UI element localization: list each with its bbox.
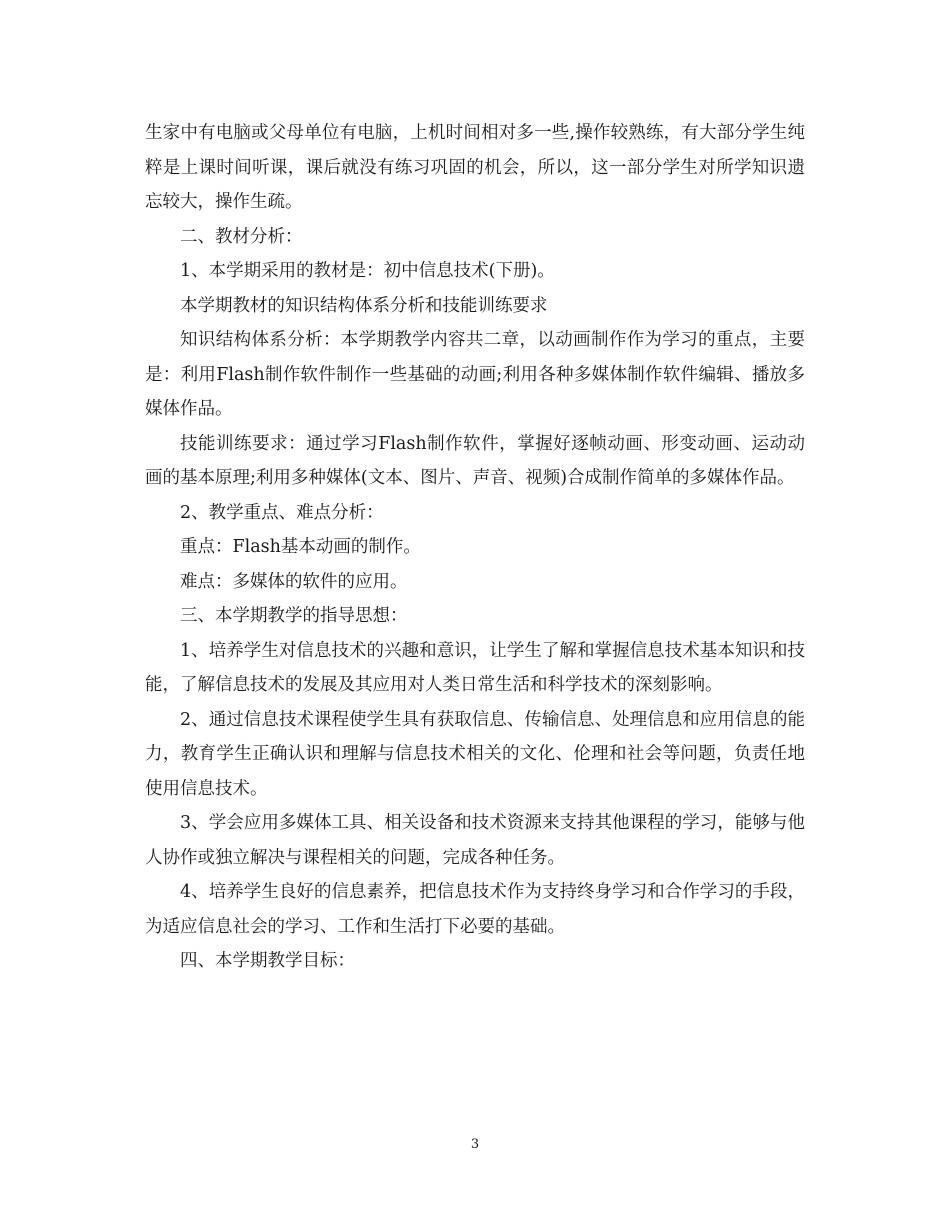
paragraph: 生家中有电脑或父母单位有电脑，上机时间相对多一些,操作较熟练，有大部分学生纯粹是上课时间听课，课后就没有练习巩固的机会，所以，这一部分学生对所学知识遗忘较大，操作生疏。 bbox=[145, 123, 805, 212]
paragraph: 1、培养学生对信息技术的兴趣和意识，让学生了解和掌握信息技术基本知识和技能，了解信息技术的发展及其应用对人类日常生活和科学技术的深刻影响。 bbox=[145, 640, 805, 695]
paragraph: 技能训练要求：通过学习Flash制作软件，掌握好逐帧动画、形变动画、运动动画的基本原理;利用多种媒体(文本、图片、声音、视频)合成制作简单的多媒体作品。 bbox=[145, 433, 805, 488]
paragraph: 本学期教材的知识结构体系分析和技能训练要求 bbox=[180, 295, 548, 316]
section-heading: 二、教材分析： bbox=[180, 226, 303, 247]
section-heading: 三、本学期教学的指导思想： bbox=[180, 606, 408, 626]
paragraph: 难点：多媒体的软件的应用。 bbox=[180, 571, 408, 592]
section-heading: 四、本学期教学目标： bbox=[180, 951, 355, 971]
paragraph: 3、学会应用多媒体工具、相关设备和技术资源来支持其他课程的学习，能够与他人协作或独立解决与课程相关的问题，完成各种任务。 bbox=[145, 813, 805, 868]
paragraph: 1、本学期采用的教材是：初中信息技术(下册)。 bbox=[180, 261, 555, 281]
paragraph: 2、教学重点、难点分析： bbox=[180, 502, 384, 523]
paragraph: 重点：Flash基本动画的制作。 bbox=[180, 537, 421, 557]
paragraph: 2、通过信息技术课程使学生具有获取信息、传输信息、处理信息和应用信息的能力，教育学生正确认识和理解与信息技术相关的文化、伦理和社会等问题，负责任地使用信息技术。 bbox=[145, 709, 805, 799]
document-body bbox=[145, 116, 805, 979]
paragraph: 4、培养学生良好的信息素养，把信息技术作为支持终身学习和合作学习的手段，为适应信息社会的学习、工作和生活打下必要的基础。 bbox=[145, 882, 805, 937]
page-number: 3 bbox=[470, 1137, 480, 1152]
paragraph: 知识结构体系分析：本学期教学内容共二章，以动画制作作为学习的重点，主要是：利用Flash制作软件制作一些基础的动画;利用各种多媒体制作软件编辑、播放多媒体作品。 bbox=[145, 330, 805, 419]
